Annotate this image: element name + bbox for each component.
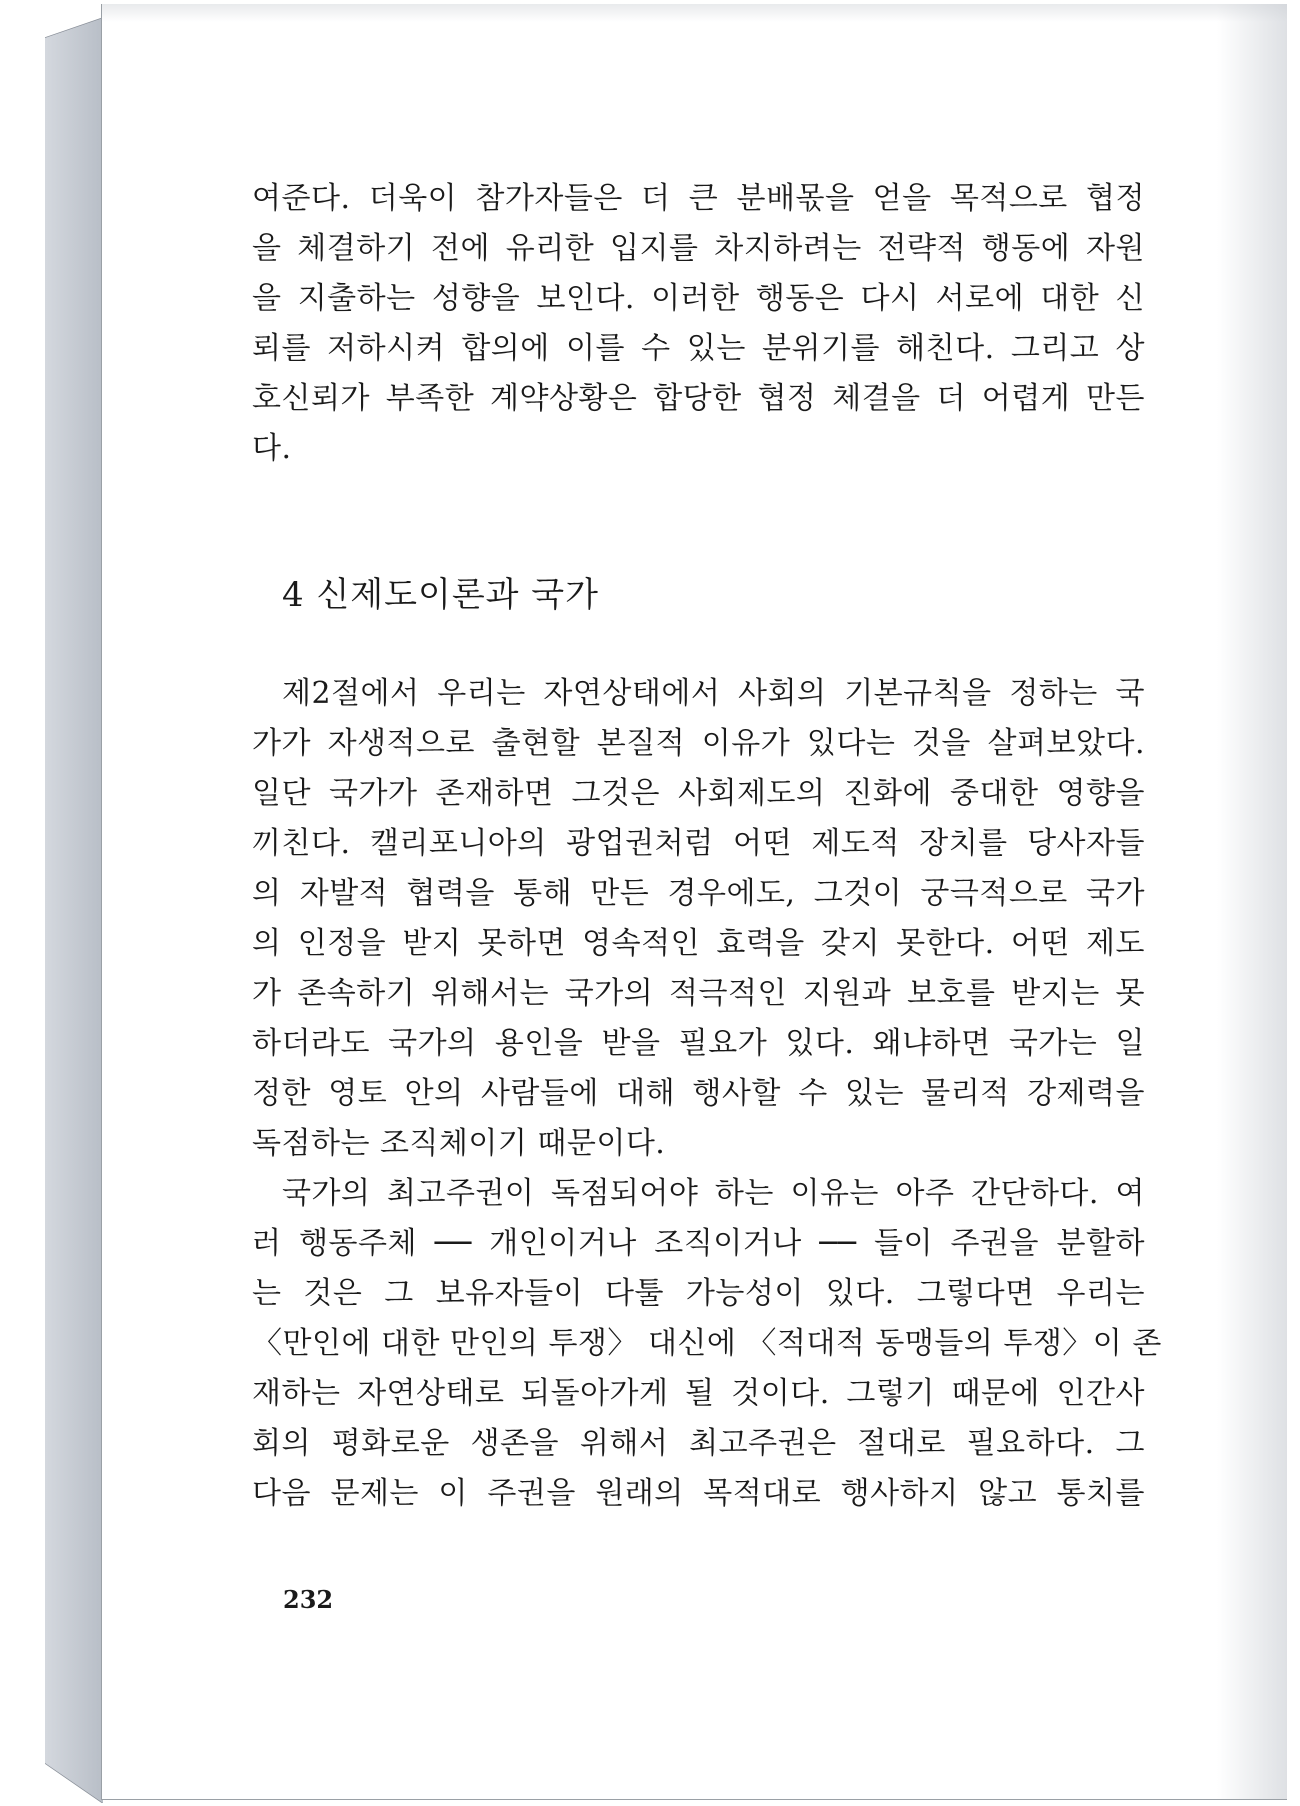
text-line: 가 존속하기 위해서는 국가의 적극적인 지원과 보호를 받지는 못 xyxy=(252,976,1145,1011)
paragraph-1 xyxy=(252,174,1145,474)
text-line: 뢰를 저하시켜 합의에 이를 수 있는 분위기를 해친다. 그리고 상 xyxy=(252,331,1145,366)
text-line: 〈만인에 대한 만인의 투쟁〉 대신에 〈적대적 동맹들의 투쟁〉이 존 xyxy=(252,1326,1162,1361)
text-line: 국가의 최고주권이 독점되어야 하는 이유는 아주 간단하다. 여 xyxy=(282,1176,1145,1211)
text-line: 재하는 자연상태로 되돌아가게 될 것이다. 그렇기 때문에 인간사 xyxy=(252,1376,1145,1411)
text-line: 회의 평화로운 생존을 위해서 최고주권은 절대로 필요하다. 그 xyxy=(252,1426,1145,1461)
text-line: 여준다. 더욱이 참가자들은 더 큰 분배몫을 얻을 목적으로 협정 xyxy=(252,181,1145,216)
text-line: 러 행동주체 ── 개인이거나 조직이거나 ── 들이 주권을 분할하 xyxy=(252,1226,1145,1261)
text-line: 의 자발적 협력을 통해 만든 경우에도, 그것이 궁극적으로 국가 xyxy=(252,876,1145,911)
text-line: 제2절에서 우리는 자연상태에서 사회의 기본규칙을 정하는 국 xyxy=(282,676,1145,711)
text-line: 정한 영토 안의 사람들에 대해 행사할 수 있는 물리적 강제력을 xyxy=(252,1076,1145,1111)
text-line: 독점하는 조직체이기 때문이다. xyxy=(252,1126,666,1161)
text-line: 호신뢰가 부족한 계약상황은 합당한 협정 체결을 더 어렵게 만든 xyxy=(252,381,1145,416)
text-line: 하더라도 국가의 용인을 받을 필요가 있다. 왜냐하면 국가는 일 xyxy=(252,1026,1145,1061)
text-line: 의 인정을 받지 못하면 영속적인 효력을 갖지 못한다. 어떤 제도 xyxy=(252,926,1145,961)
text-line: 일단 국가가 존재하면 그것은 사회제도의 진화에 중대한 영향을 xyxy=(252,776,1145,811)
text-line: 는 것은 그 보유자들이 다툴 가능성이 있다. 그렇다면 우리는 xyxy=(252,1276,1145,1311)
page-number: 232 xyxy=(283,1585,334,1614)
text-line: 을 체결하기 전에 유리한 입지를 차지하려는 전략적 행동에 자원 xyxy=(252,231,1145,266)
page-shadow-top xyxy=(102,4,1287,22)
text-line: 을 지출하는 성향을 보인다. 이러한 행동은 다시 서로에 대한 신 xyxy=(252,281,1145,316)
text-line: 다. xyxy=(252,431,292,466)
page-shadow-right xyxy=(1217,4,1287,1799)
paragraph-2 xyxy=(252,669,1162,1519)
text-line: 가가 자생적으로 출현할 본질적 이유가 있다는 것을 살펴보았다. xyxy=(252,726,1145,761)
section-heading: 4 신제도이론과 국가 xyxy=(282,575,599,615)
book-spine xyxy=(45,18,103,1803)
text-line: 다음 문제는 이 주권을 원래의 목적대로 행사하지 않고 통치를 xyxy=(252,1476,1145,1511)
text-line: 끼친다. 캘리포니아의 광업권처럼 어떤 제도적 장치를 당사자들 xyxy=(252,826,1145,861)
